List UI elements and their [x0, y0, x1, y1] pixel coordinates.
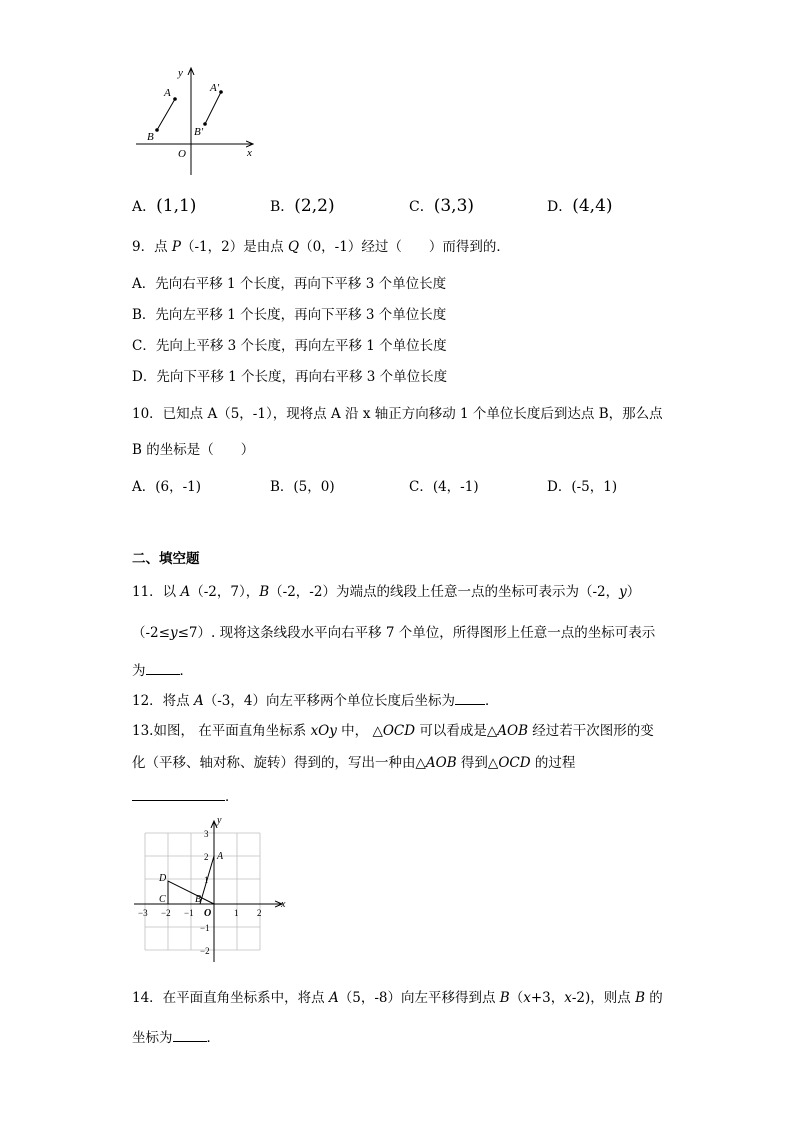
- q14-line2: 坐标为 ．: [132, 1027, 220, 1048]
- q8-option-d[interactable]: D．(4,4): [547, 196, 613, 216]
- x-tick-1: 1: [234, 908, 239, 918]
- x-tick-neg2: −2: [161, 908, 171, 918]
- y-tick-neg2: −2: [200, 946, 210, 956]
- x-tick-neg1: −1: [184, 908, 194, 918]
- label-d: D: [159, 873, 167, 884]
- x-axis-label: x: [281, 899, 286, 910]
- q9-option-d[interactable]: D．先向下平移 1 个长度，再向右平移 3 个单位长度: [132, 369, 448, 385]
- q10-option-b[interactable]: B．(5，0): [270, 479, 335, 495]
- section-title: 二、填空题: [132, 551, 200, 567]
- q8-figure: [130, 60, 265, 185]
- label-a1: A': [210, 82, 220, 94]
- label-a: A: [164, 87, 171, 99]
- q10-option-d[interactable]: D．(-5，1): [547, 479, 618, 495]
- x-axis-label: x: [247, 147, 252, 159]
- q13-line2: 化（平移、轴对称、旋转）得到的，写出一种由△AOB 得到△OCD 的过程: [132, 755, 576, 771]
- q12-stem: 12．将点 A（-3，4）向左平移两个单位长度后坐标为 ．: [132, 690, 498, 711]
- segment-a1b1: [205, 92, 221, 124]
- y-axis-label: y: [178, 67, 183, 79]
- label-b: B: [195, 894, 202, 905]
- y-tick-2: 2: [204, 852, 209, 862]
- x-tick-neg3: −3: [138, 908, 148, 918]
- q11-line2: （-2≤y≤7）. 现将这条线段水平向右平移 7 个单位，所得图形上任意一点的坐标可表示: [132, 625, 656, 641]
- triangle-aob: [200, 856, 214, 904]
- q14-line1: 14．在平面直角坐标系中，将点 A（5，-8）向左平移得到点 B（x+3，x-2)，则点 B 的: [132, 990, 663, 1006]
- q11-answer-blank[interactable]: [146, 660, 180, 675]
- q8-option-c[interactable]: C．(3,3): [409, 196, 475, 216]
- point-a: [173, 97, 177, 101]
- q13-answer-blank[interactable]: [132, 786, 225, 801]
- q9-option-b[interactable]: B．先向左平移 1 个长度，再向下平移 3 个单位长度: [132, 307, 447, 323]
- q9-stem: 9．点 P（-1，2）是由点 Q（0，-1）经过（ ）而得到的．: [132, 239, 510, 255]
- label-c: C: [159, 894, 166, 905]
- q13-line1: 13.如图， 在平面直角坐标系 xOy 中， △OCD 可以看成是△AOB 经过若干次图形的变: [132, 723, 654, 739]
- q10-stem-line1: 10．已知点 A（5，-1），现将点 A 沿 x 轴正方向移动 1 个单位长度后到达点 B，那么点: [132, 406, 663, 422]
- q12-answer-blank[interactable]: [455, 690, 485, 705]
- y-axis-label: y: [217, 815, 222, 826]
- origin-label: O: [178, 148, 186, 160]
- point-a1: [219, 90, 223, 94]
- y-tick-neg1: −1: [200, 923, 210, 933]
- q13-figure: [130, 812, 295, 967]
- q11-line1: 11．以 A（-2，7），B（-2，-2）为端点的线段上任意一点的坐标可表示为（-2，y）: [132, 584, 641, 600]
- label-b1: B': [194, 126, 204, 138]
- label-a: A: [217, 851, 224, 862]
- q10-option-a[interactable]: A．(6，-1): [132, 479, 202, 495]
- q13-line3: ．: [132, 786, 239, 807]
- label-b: B: [147, 131, 154, 143]
- q10-option-c[interactable]: C．(4，-1): [409, 479, 479, 495]
- q14-answer-blank[interactable]: [173, 1027, 207, 1042]
- q9-option-c[interactable]: C．先向上平移 3 个长度，再向左平移 1 个单位长度: [132, 338, 447, 354]
- q8-option-a[interactable]: A．(1,1): [132, 196, 197, 216]
- y-tick-3: 3: [204, 829, 209, 839]
- point-b: [155, 128, 159, 132]
- q10-stem-line2: B 的坐标是（ ）: [132, 442, 255, 458]
- q9-option-a[interactable]: A．先向右平移 1 个长度，再向下平移 3 个单位长度: [132, 276, 447, 292]
- origin-label: O: [204, 908, 212, 919]
- x-tick-2: 2: [257, 908, 262, 918]
- point-b1: [203, 122, 207, 126]
- q11-line3: 为 ．: [132, 660, 193, 681]
- segment-ab: [157, 99, 175, 130]
- q8-option-b[interactable]: B．(2,2): [270, 196, 335, 216]
- y-tick-1: 1: [204, 875, 209, 885]
